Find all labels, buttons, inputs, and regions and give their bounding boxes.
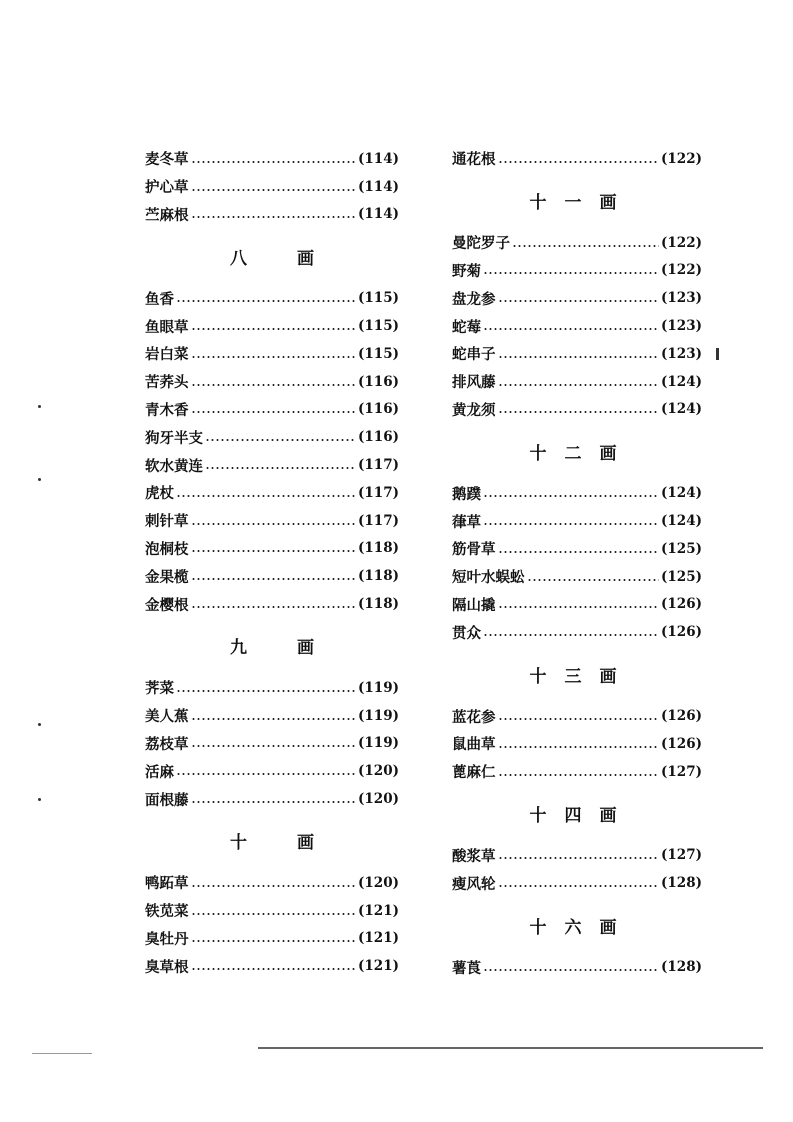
entry-name: 麦冬草	[145, 152, 189, 169]
entry-name: 通花根	[452, 152, 496, 169]
entry-page-number: (128)	[661, 959, 702, 976]
leader-dots	[483, 272, 659, 274]
leader-dots	[191, 384, 357, 386]
leader-dots	[191, 718, 357, 720]
entry-name: 短叶水蜈蚣	[452, 570, 525, 587]
entry-page-number: (128)	[661, 875, 702, 892]
entry-name: 苦荞头	[145, 375, 189, 392]
entry-page-number: (124)	[661, 485, 702, 502]
entry-name: 青木香	[145, 402, 189, 419]
entry-page-number: (122)	[661, 262, 702, 279]
section-heading: 十三画	[529, 666, 635, 687]
entry-name: 荠菜	[145, 681, 174, 698]
index-entry	[145, 145, 399, 173]
section-heading: 九画	[230, 638, 364, 659]
entry-name: 瘦风轮	[452, 876, 496, 893]
leader-dots	[191, 940, 357, 942]
entry-name: 泡桐枝	[145, 541, 189, 558]
entry-page-number: (117)	[358, 457, 399, 474]
leader-dots	[176, 495, 356, 497]
entry-name: 鱼香	[145, 291, 174, 308]
entry-page-number: (116)	[358, 373, 399, 390]
index-entry	[452, 563, 702, 591]
leader-dots	[483, 328, 659, 330]
entry-name: 蓝花参	[452, 709, 496, 726]
entry-page-number: (114)	[358, 150, 399, 167]
entry-name: 排风藤	[452, 375, 496, 392]
leader-dots	[176, 773, 356, 775]
entry-page-number: (125)	[661, 540, 702, 557]
index-entry	[452, 368, 702, 396]
entry-page-number: (119)	[358, 707, 399, 724]
section-heading: 八画	[230, 248, 364, 269]
entry-name: 曼陀罗子	[452, 236, 510, 253]
entry-page-number: (123)	[661, 290, 702, 307]
leader-dots	[498, 885, 660, 887]
section-heading: 十二画	[529, 443, 635, 464]
entry-name: 活麻	[145, 764, 174, 781]
index-entry	[452, 758, 702, 786]
leader-dots	[176, 690, 356, 692]
entry-page-number: (118)	[358, 596, 399, 613]
index-entry	[145, 535, 399, 563]
entry-name: 狗牙半支	[145, 430, 203, 447]
entry-name: 蓖麻仁	[452, 765, 496, 782]
leader-dots	[498, 718, 660, 720]
section-heading: 十画	[230, 833, 364, 854]
index-entry	[145, 312, 399, 340]
index-entry	[452, 229, 702, 257]
entry-page-number: (121)	[358, 930, 399, 947]
leader-dots	[512, 245, 659, 247]
index-entry	[452, 312, 702, 340]
leader-dots	[191, 745, 357, 747]
index-entry	[452, 730, 702, 758]
index-entry	[452, 507, 702, 535]
leader-dots	[191, 356, 357, 358]
leader-dots	[527, 579, 660, 581]
entry-page-number: (120)	[358, 763, 399, 780]
entry-name: 铁苋菜	[145, 904, 189, 921]
entry-page-number: (122)	[661, 234, 702, 251]
scan-artifact-line	[258, 1047, 763, 1049]
entry-name: 软水黄连	[145, 458, 203, 475]
leader-dots	[191, 161, 357, 163]
index-entry	[145, 897, 399, 925]
index-entry	[452, 284, 702, 312]
scan-artifact-line	[32, 1053, 92, 1054]
entry-page-number: (126)	[661, 624, 702, 641]
section-heading: 十一画	[529, 193, 635, 214]
leader-dots	[498, 857, 660, 859]
entry-name: 金果榄	[145, 569, 189, 586]
index-entry	[145, 201, 399, 229]
index-entry	[145, 952, 399, 980]
entry-page-number: (127)	[661, 847, 702, 864]
index-entry	[452, 591, 702, 619]
index-right-column	[452, 145, 702, 981]
leader-dots	[483, 523, 659, 525]
entry-name: 刺针草	[145, 514, 189, 531]
index-entry	[452, 340, 702, 368]
entry-name: 蛇串子	[452, 347, 496, 364]
scan-speck	[38, 723, 41, 726]
entry-page-number: (116)	[358, 401, 399, 418]
entry-name: 隔山撬	[452, 597, 496, 614]
index-entry	[452, 702, 702, 730]
leader-dots	[483, 634, 659, 636]
entry-name: 面根藤	[145, 792, 189, 809]
entry-name: 鹅蹼	[452, 486, 481, 503]
entry-name: 虎杖	[145, 486, 174, 503]
index-entry	[145, 479, 399, 507]
entry-name: 蛇莓	[452, 319, 481, 336]
entry-page-number: (125)	[661, 568, 702, 585]
leader-dots	[191, 801, 357, 803]
entry-page-number: (121)	[358, 902, 399, 919]
entry-name: 金樱根	[145, 597, 189, 614]
entry-page-number: (120)	[358, 791, 399, 808]
leader-dots	[191, 578, 357, 580]
entry-page-number: (117)	[358, 484, 399, 501]
entry-page-number: (124)	[661, 373, 702, 390]
entry-name: 护心草	[145, 180, 189, 197]
section-heading: 十六画	[529, 917, 635, 938]
index-entry	[145, 925, 399, 953]
entry-page-number: (115)	[358, 345, 399, 362]
leader-dots	[483, 969, 659, 971]
entry-name: 鸭跖草	[145, 876, 189, 893]
index-entry	[452, 953, 702, 981]
index-entry	[145, 340, 399, 368]
entry-page-number: (117)	[358, 512, 399, 529]
leader-dots	[191, 968, 357, 970]
index-entry	[145, 702, 399, 730]
entry-name: 臭牡丹	[145, 931, 189, 948]
index-entry	[145, 423, 399, 451]
leader-dots	[191, 411, 357, 413]
entry-page-number: (119)	[358, 735, 399, 752]
entry-name: 黄龙须	[452, 402, 496, 419]
entry-page-number: (123)	[661, 345, 702, 362]
entry-name: 鱼眼草	[145, 319, 189, 336]
entry-name: 野菊	[452, 263, 481, 280]
index-entry	[145, 590, 399, 618]
entry-page-number: (124)	[661, 513, 702, 530]
entry-page-number: (126)	[661, 735, 702, 752]
scan-speck	[38, 405, 41, 408]
entry-page-number: (114)	[358, 206, 399, 223]
leader-dots	[498, 356, 660, 358]
index-entry	[452, 396, 702, 424]
entry-page-number: (119)	[358, 679, 399, 696]
index-entry	[452, 869, 702, 897]
entry-name: 贯众	[452, 625, 481, 642]
leader-dots	[498, 161, 660, 163]
leader-dots	[483, 495, 659, 497]
index-entry	[145, 730, 399, 758]
scan-speck	[716, 348, 719, 360]
entry-page-number: (127)	[661, 763, 702, 780]
entry-page-number: (122)	[661, 150, 702, 167]
entry-name: 薯莨	[452, 960, 481, 977]
entry-page-number: (123)	[661, 318, 702, 335]
entry-page-number: (114)	[358, 178, 399, 195]
entry-name: 岩白菜	[145, 347, 189, 364]
leader-dots	[176, 300, 356, 302]
index-entry	[145, 284, 399, 312]
index-entry	[452, 257, 702, 285]
index-entry	[145, 451, 399, 479]
entry-page-number: (126)	[661, 596, 702, 613]
leader-dots	[498, 746, 660, 748]
entry-page-number: (115)	[358, 290, 399, 307]
leader-dots	[498, 551, 660, 553]
index-entry	[145, 507, 399, 535]
entry-page-number: (126)	[661, 708, 702, 725]
leader-dots	[191, 189, 357, 191]
leader-dots	[205, 467, 356, 469]
scan-speck	[38, 798, 41, 801]
leader-dots	[498, 774, 660, 776]
leader-dots	[191, 216, 357, 218]
index-entry	[452, 842, 702, 870]
entry-page-number: (121)	[358, 958, 399, 975]
entry-page-number: (118)	[358, 540, 399, 557]
entry-name: 葎草	[452, 514, 481, 531]
leader-dots	[498, 411, 660, 413]
index-entry	[145, 757, 399, 785]
index-entry	[452, 535, 702, 563]
leader-dots	[191, 523, 357, 525]
index-entry	[145, 562, 399, 590]
leader-dots	[191, 606, 357, 608]
index-entry	[145, 396, 399, 424]
entry-page-number: (115)	[358, 318, 399, 335]
index-entry	[452, 479, 702, 507]
index-entry	[452, 145, 702, 173]
entry-page-number: (116)	[358, 429, 399, 446]
leader-dots	[191, 913, 357, 915]
leader-dots	[498, 384, 660, 386]
entry-name: 鼠曲草	[452, 737, 496, 754]
entry-page-number: (120)	[358, 874, 399, 891]
index-entry	[145, 173, 399, 201]
index-entry	[145, 869, 399, 897]
leader-dots	[191, 550, 357, 552]
index-entry	[145, 785, 399, 813]
section-heading: 十四画	[529, 806, 635, 827]
index-left-column	[145, 145, 399, 980]
entry-name: 酸浆草	[452, 848, 496, 865]
index-entry	[145, 674, 399, 702]
entry-name: 盘龙参	[452, 291, 496, 308]
entry-name: 筋骨草	[452, 542, 496, 559]
entry-name: 美人蕉	[145, 709, 189, 726]
index-entry	[452, 618, 702, 646]
scan-speck	[38, 478, 41, 481]
entry-page-number: (124)	[661, 401, 702, 418]
leader-dots	[498, 300, 660, 302]
leader-dots	[498, 606, 660, 608]
index-entry	[145, 368, 399, 396]
entry-name: 苎麻根	[145, 207, 189, 224]
leader-dots	[191, 328, 357, 330]
entry-name: 荔枝草	[145, 736, 189, 753]
leader-dots	[205, 439, 356, 441]
entry-page-number: (118)	[358, 568, 399, 585]
leader-dots	[191, 885, 357, 887]
entry-name: 臭草根	[145, 959, 189, 976]
